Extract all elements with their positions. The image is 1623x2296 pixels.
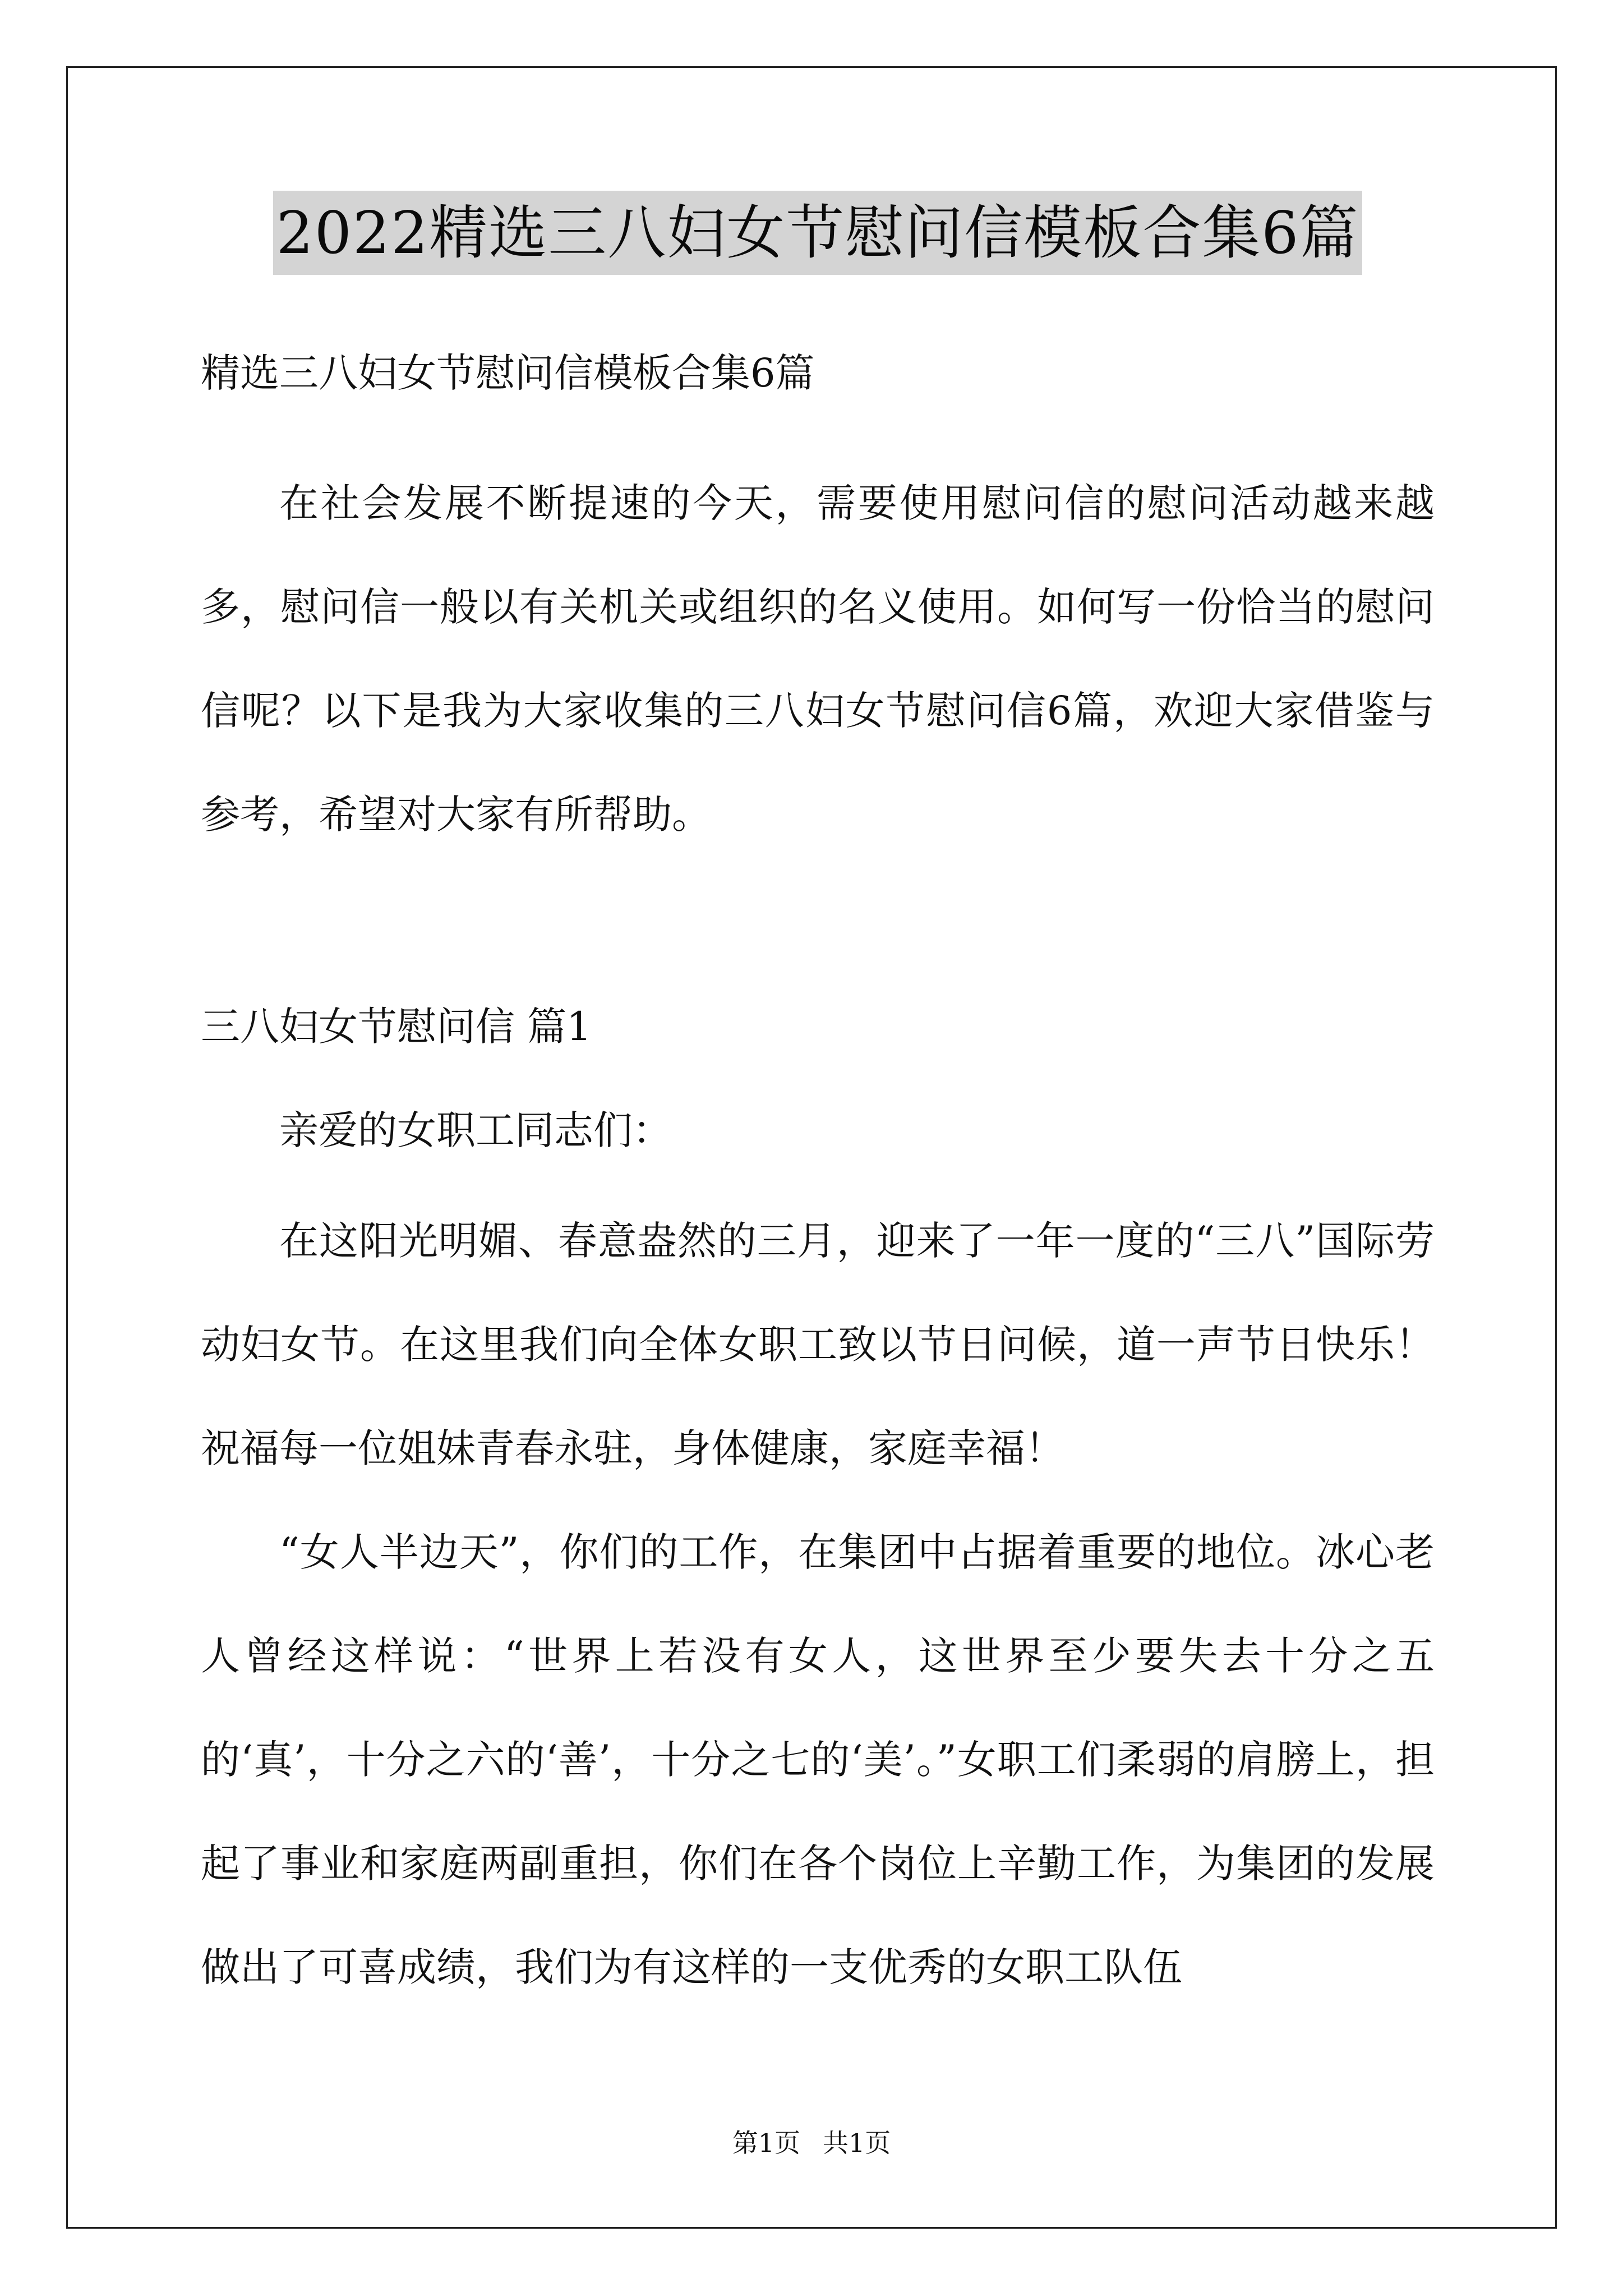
document-subtitle: 精选三八妇女节慰问信模板合集6篇	[201, 350, 815, 396]
body-paragraph: 在这阳光明媚、春意盎然的三月，迎来了一年一度的“三八”国际劳动妇女节。在这里我们向全体女职工致以节日问候，道一声节日快乐！祝福每一位姐妹青春永驻，身体健康，家庭幸福！	[201, 1218, 1435, 1471]
document-body	[201, 191, 1435, 2019]
document-title: 2022精选三八妇女节慰问信模板合集6篇	[273, 191, 1363, 275]
page-footer	[0, 2126, 1623, 2160]
page-number-current: 第1页	[732, 2128, 800, 2158]
section-heading: 三八妇女节慰问信 篇1	[201, 1004, 592, 1050]
page-number-total: 共1页	[823, 2128, 891, 2158]
letter-greeting: 亲爱的女职工同志们：	[279, 1107, 672, 1153]
title-container	[201, 191, 1435, 275]
body-paragraph: “女人半边天”，你们的工作，在集团中占据着重要的地位。冰心老人曾经这样说：“世界上若没有女人，这世界至少要失去十分之五的‘真’，十分之六的‘善’，十分之七的‘美’。”女职工们柔弱的肩膀上，担起了事业和家庭两副重担，你们在各个岗位上辛勤工作，为集团的发展做出了可喜成绩，我们为有这样的一支优秀的女职工队伍	[201, 1529, 1435, 1990]
intro-paragraph: 在社会发展不断提速的今天，需要使用慰问信的慰问活动越来越多，慰问信一般以有关机关或组织的名义使用。如何写一份恰当的慰问信呢？以下是我为大家收集的三八妇女节慰问信6篇，欢迎大家借鉴与参考，希望对大家有所帮助。	[201, 480, 1435, 838]
